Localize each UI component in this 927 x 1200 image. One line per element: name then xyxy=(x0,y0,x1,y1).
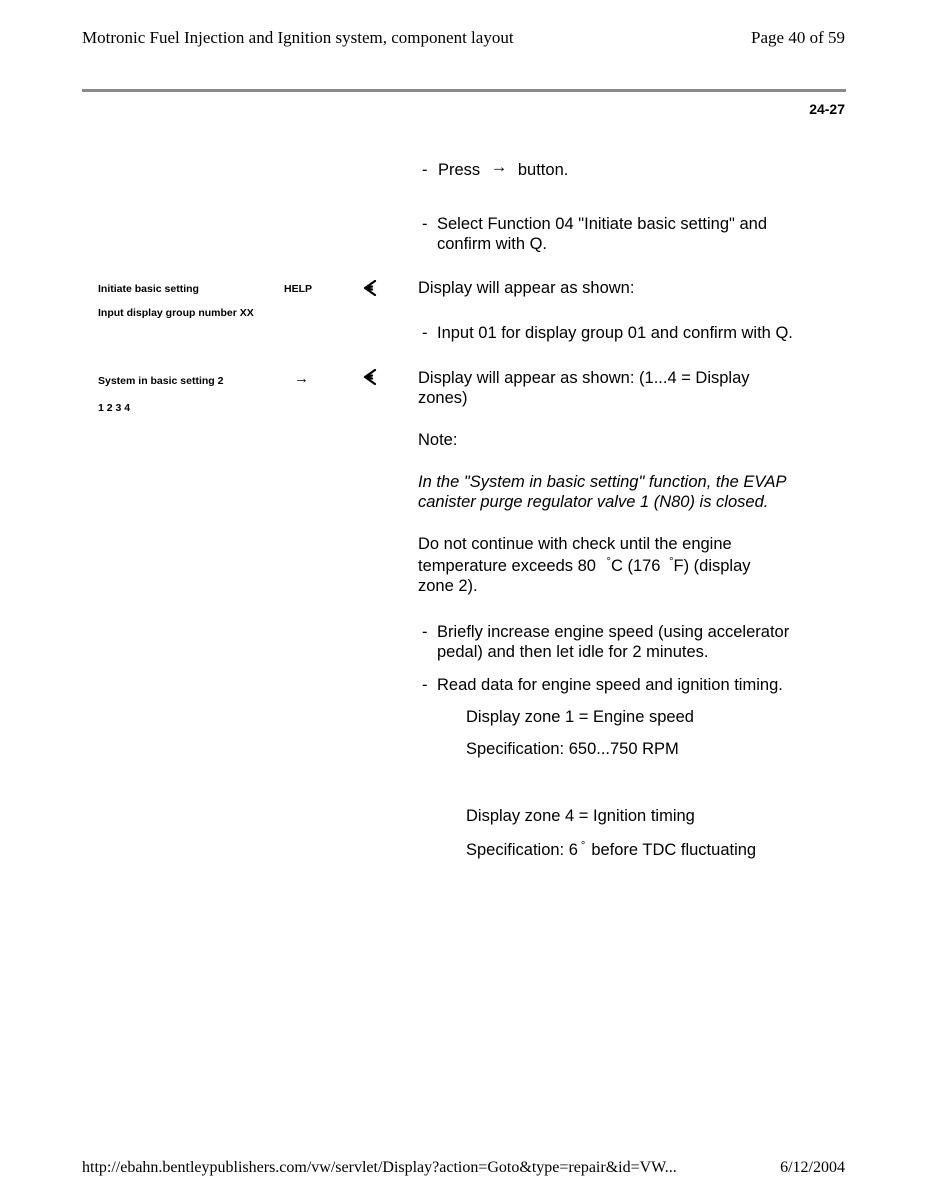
pointer-left-icon xyxy=(362,369,378,385)
display-appear-1: Display will appear as shown: xyxy=(418,279,635,297)
spec-4a: Specification: 6 xyxy=(466,841,578,859)
zone-4: Display zone 4 = Ignition timing xyxy=(466,807,695,825)
step-press xyxy=(438,160,568,180)
list-item-dash: - xyxy=(422,623,428,641)
step-briefly: Briefly increase engine speed (using accelerator pedal) and then let idle for 2 minutes. xyxy=(437,623,790,661)
degree-icon: ° xyxy=(606,556,611,568)
list-item-dash: - xyxy=(422,676,428,694)
temp-line-2b: C (176 xyxy=(610,557,661,575)
section-number: 24-27 xyxy=(809,101,845,117)
footer-url[interactable]: http://ebahn.bentleypublishers.com/vw/servlet/Display?action=Goto&type=repair&id=VW... xyxy=(82,1159,677,1176)
display-appear-2: Display will appear as shown: (1...4 = Display zones) xyxy=(418,369,750,407)
page-number: Page 40 of 59 xyxy=(751,28,845,47)
note-text: In the "System in basic setting" function, the EVAP canister purge regulator valve 1 (N80) is closed. xyxy=(418,473,786,511)
spec-4b: before TDC fluctuating xyxy=(591,841,757,859)
list-item-dash: - xyxy=(422,324,428,342)
step-press-post: button. xyxy=(517,161,569,179)
temp-line-2a: temperature exceeds 80 xyxy=(418,557,596,575)
step-select-function: Select Function 04 "Initiate basic setting" and confirm with Q. xyxy=(437,215,767,253)
screen-2-arrow: → xyxy=(294,370,309,387)
temp-line-3: zone 2). xyxy=(418,577,478,595)
spec-4 xyxy=(466,840,756,862)
screen-1-line1-right: HELP xyxy=(284,283,313,295)
screen-2-line1-left: System in basic setting 2 xyxy=(98,375,224,387)
step-input-01: Input 01 for display group 01 and confirm with Q. xyxy=(437,324,793,342)
step-read-data: Read data for engine speed and ignition timing. xyxy=(437,676,783,694)
note-label: Note: xyxy=(418,431,458,449)
step-press-pre: Press xyxy=(438,161,481,179)
list-item-dash: - xyxy=(422,215,428,233)
spec-1: Specification: 650...750 RPM xyxy=(466,740,679,758)
header-divider xyxy=(82,89,846,92)
temp-line-1: Do not continue with check until the engine xyxy=(418,535,732,553)
temp-line-2c: F) (display xyxy=(673,557,751,575)
degree-icon: ° xyxy=(580,840,586,852)
pointer-left-icon xyxy=(362,280,378,296)
list-item-dash: - xyxy=(422,161,428,179)
screen-1-line1-left: Initiate basic setting xyxy=(98,283,199,295)
right-arrow-icon: → xyxy=(490,158,508,176)
screen-1-line2: Input display group number XX xyxy=(98,307,254,319)
temp-line-2 xyxy=(418,556,751,578)
screen-2-line2: 1 2 3 4 xyxy=(98,402,131,414)
footer-date: 6/12/2004 xyxy=(780,1159,845,1176)
page-header-title: Motronic Fuel Injection and Ignition system, component layout xyxy=(82,28,514,47)
degree-icon: ° xyxy=(669,556,674,568)
zone-1: Display zone 1 = Engine speed xyxy=(466,708,694,726)
